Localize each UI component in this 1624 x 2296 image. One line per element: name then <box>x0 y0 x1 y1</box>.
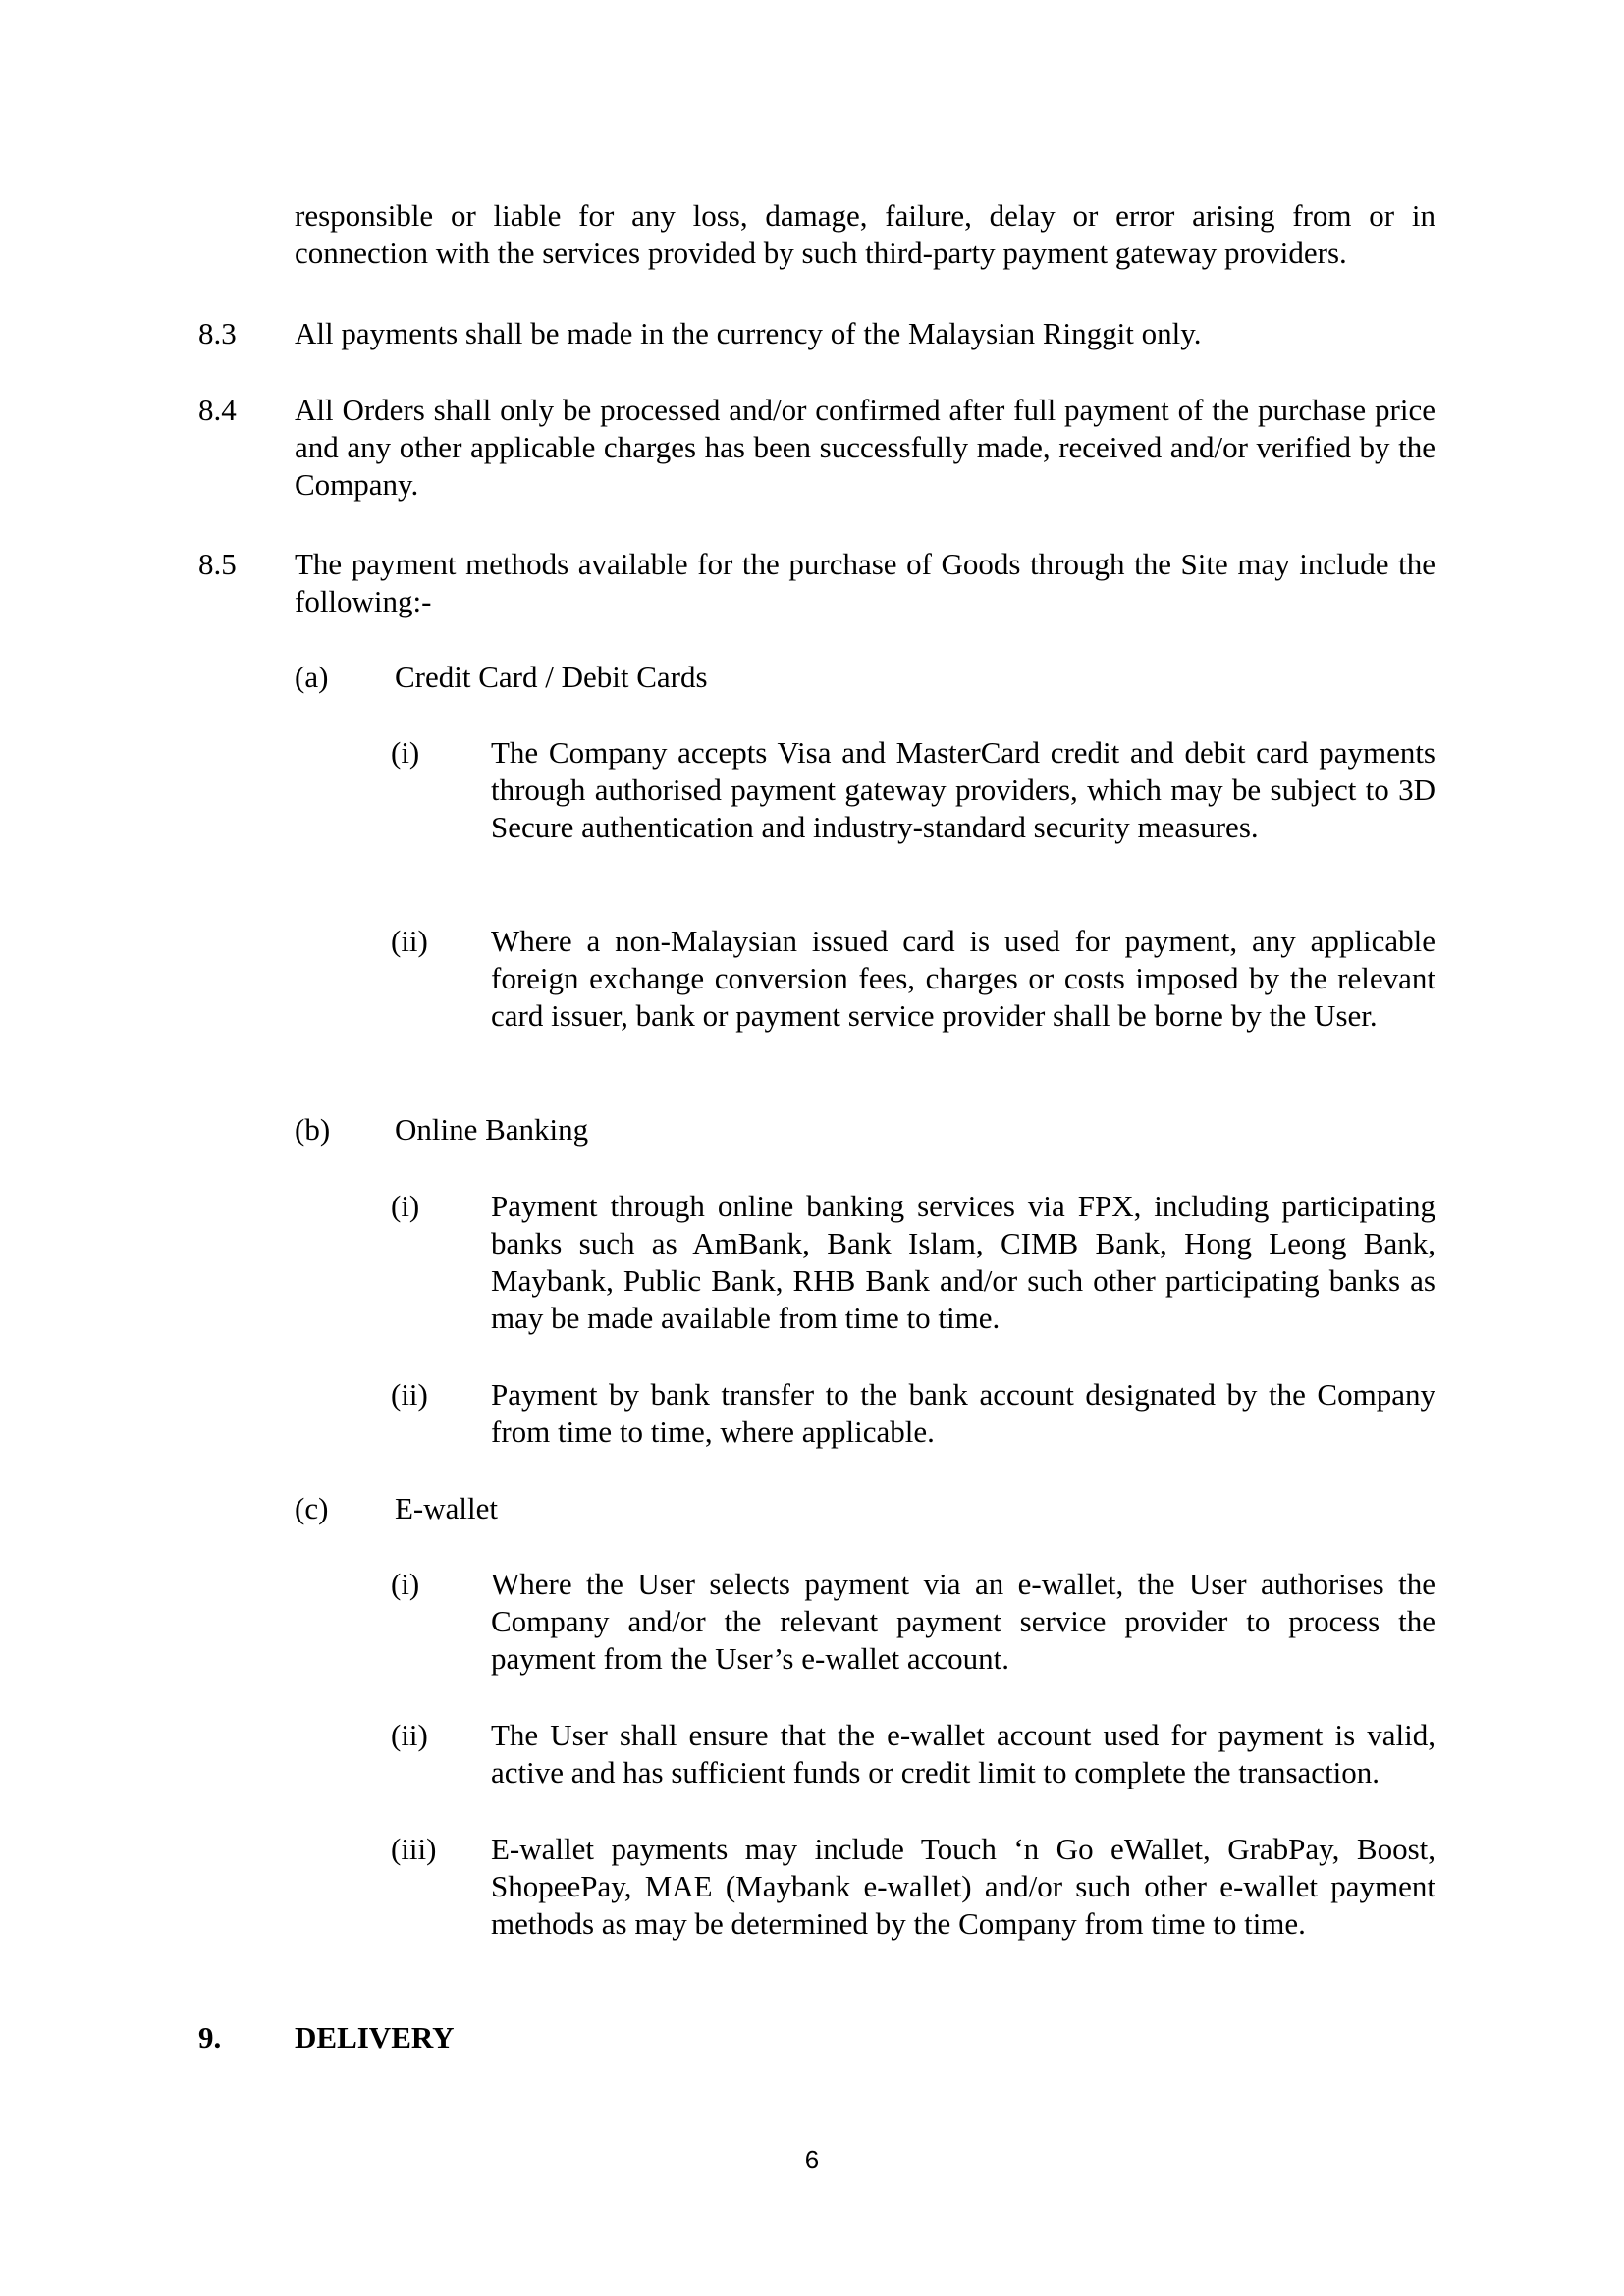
section-title-delivery: DELIVERY <box>295 2020 455 2055</box>
clause-number-8-5: 8.5 <box>198 547 237 581</box>
item-label-b-ii: (ii) <box>391 1377 428 1412</box>
item-text-a-ii: Where a non-Malaysian issued card is used for payment, any applicable foreign exchange conversion fees, charges or costs imposed by the relevant card issuer, bank or payment service provider shall be borne by the User. <box>491 924 1435 1033</box>
clause-text-8-3: All payments shall be made in the currency of the Malaysian Ringgit only. <box>295 316 1202 350</box>
method-title-c: E-wallet <box>395 1491 499 1525</box>
method-label-c: (c) <box>295 1491 329 1525</box>
item-label-c-i: (i) <box>391 1567 420 1601</box>
item-text-a-i: The Company accepts Visa and MasterCard credit and debit card payments through authorised payment gateway providers, which may be subject to 3D Secure authentication and industry-standard security measures. <box>491 735 1435 844</box>
item-label-b-i: (i) <box>391 1189 420 1223</box>
item-text-b-ii: Payment by bank transfer to the bank account designated by the Company from time to time, where applicable. <box>491 1377 1435 1449</box>
clause-text-8-4: All Orders shall only be processed and/or confirmed after full payment of the purchase price and any other applicable charges has been successfully made, received and/or verified by the Company. <box>295 393 1435 502</box>
clause-number-8-4: 8.4 <box>198 393 237 427</box>
item-text-c-i: Where the User selects payment via an e-wallet, the User authorises the Company and/or the relevant payment service provider to process the payment from the User’s e-wallet account. <box>491 1567 1435 1676</box>
item-label-c-iii: (iii) <box>391 1832 437 1866</box>
item-label-c-ii: (ii) <box>391 1718 428 1752</box>
section-number-9: 9. <box>198 2020 222 2055</box>
method-label-a: (a) <box>295 660 329 694</box>
method-title-b: Online Banking <box>395 1112 589 1147</box>
clause-text-8-5: The payment methods available for the purchase of Goods through the Site may include the following:- <box>295 547 1435 618</box>
item-text-b-i: Payment through online banking services via FPX, including participating banks such as AmBank, Bank Islam, CIMB Bank, Hong Leong Bank, Maybank, Public Bank, RHB Bank and/or such other participating banks as may be made available from time to time. <box>491 1189 1435 1335</box>
method-label-b: (b) <box>295 1112 331 1147</box>
clause-number-8-3: 8.3 <box>198 316 237 350</box>
method-title-a: Credit Card / Debit Cards <box>395 660 708 694</box>
item-text-c-iii: E-wallet payments may include Touch ‘n Go eWallet, GrabPay, Boost, ShopeePay, MAE (Maybank e-wallet) and/or such other e-wallet payment methods as may be determined by the Company from time to time. <box>491 1832 1435 1941</box>
item-label-a-i: (i) <box>391 735 420 770</box>
continuation-paragraph: responsible or liable for any loss, damage, failure, delay or error arising from or in connection with the services provided by such third-party payment gateway providers. <box>295 198 1435 270</box>
item-label-a-ii: (ii) <box>391 924 428 958</box>
item-text-c-ii: The User shall ensure that the e-wallet account used for payment is valid, active and has sufficient funds or credit limit to complete the transaction. <box>491 1718 1435 1789</box>
page-number: 6 <box>804 2145 820 2174</box>
